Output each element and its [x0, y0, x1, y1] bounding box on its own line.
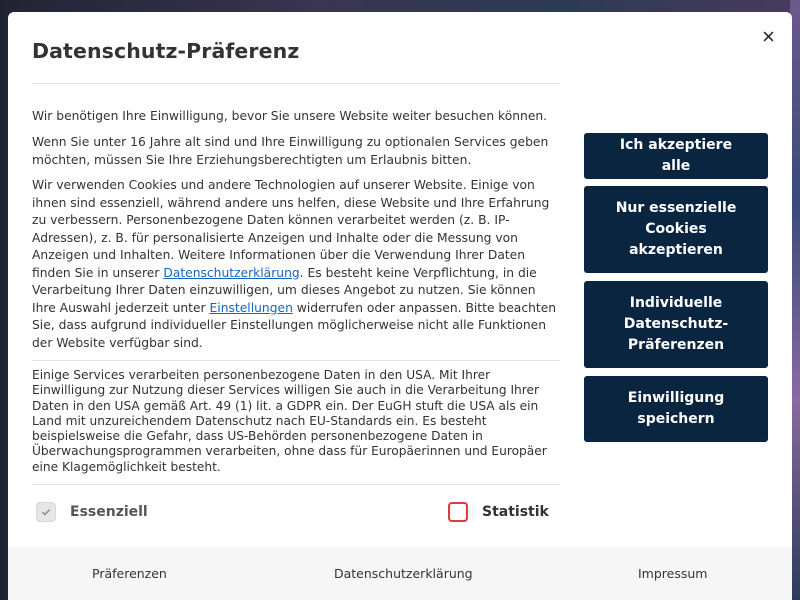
cookies-text — [32, 177, 562, 352]
statistics-checkbox-label: Statistik — [482, 504, 549, 520]
divider — [32, 484, 560, 485]
dialog-footer — [8, 547, 792, 600]
cookies-text-part3: widerrufen oder anpassen. Bitte beachten Sie, dass aufgrund individueller Einstellungen möglicherweise nicht alle Funktionen der Website verfügbar sind. — [32, 300, 557, 350]
footer-link-imprint[interactable]: Impressum — [638, 566, 708, 581]
privacy-dialog — [8, 12, 792, 600]
dialog-title: Datenschutz-Präferenz — [32, 39, 300, 63]
individual-preferences-button[interactable]: Individuelle Datenschutz-Präferenzen — [584, 281, 768, 368]
essential-checkbox-box[interactable] — [36, 502, 56, 522]
cookies-text-part2: . Es besteht keine Verpflichtung, in die Verarbeitung Ihrer Daten einzuwilligen, um dieses Angebot zu nutzen. Sie können Ihre Auswahl jederzeit unter — [32, 265, 537, 315]
divider — [32, 83, 560, 84]
close-button[interactable] — [757, 25, 779, 47]
accept-all-button[interactable]: Ich akzeptiere alle — [584, 133, 768, 179]
essential-checkbox[interactable] — [36, 502, 148, 522]
usa-notice-text: Einige Services verarbeiten personenbezogene Daten in den USA. Mit Ihrer Einwilligung zur Nutzung dieser Services willigen Sie auch in die Verarbeitung Ihrer Daten in den USA gemäß Art. 49 (1) lit. a GDPR ein. Der EuGH stuft die USA als ein Land mit unzureichendem Datenschutz nach EU-Standards ein. Es besteht beispielsweise die Gefahr, dass US-Behörden personenbezogene Daten in Überwachungsprogrammen verarbeiten, ohne dass für Europäerinnen und Europäer eine Klagemöglichkeit besteht. — [32, 368, 547, 474]
footer-link-preferences[interactable]: Präferenzen — [92, 566, 167, 581]
cookies-text-part1: Wir verwenden Cookies und andere Technologien auf unserer Website. Einige von ihnen sind essenziell, während andere uns helfen, diese Website und Ihre Erfahrung zu verbessern. Personenbezogene Daten können verarbeitet werden (z. B. IP-Adressen), z. B. für personalisierte Anzeigen und Inhalte oder die Messung von Anzeigen und Inhalten. Weitere Informationen über die Verwendung Ihrer Daten finden Sie in unserer — [32, 178, 550, 280]
minors-text: Wenn Sie unter 16 Jahre alt sind und Ihre Einwilligung zu optionalen Services geben möchten, müssen Sie Ihre Erziehungsberechtigten um Erlaubnis bitten. — [32, 135, 549, 167]
close-icon — [763, 31, 774, 42]
essential-checkbox-label: Essenziell — [70, 504, 148, 520]
settings-link[interactable]: Einstellungen — [209, 300, 293, 315]
statistics-checkbox-box[interactable] — [448, 502, 468, 522]
divider — [32, 360, 560, 361]
statistics-checkbox[interactable] — [448, 502, 549, 522]
accept-essential-button[interactable]: Nur essenzielle Cookies akzeptieren — [584, 186, 768, 273]
privacy-policy-link[interactable]: Datenschutzerklärung — [163, 265, 300, 280]
intro-text: Wir benötigen Ihre Einwilligung, bevor Sie unsere Website weiter besuchen können. — [32, 109, 548, 123]
footer-link-privacy[interactable]: Datenschutzerklärung — [334, 566, 473, 581]
save-consent-button[interactable]: Einwilligung speichern — [584, 376, 768, 442]
check-icon — [41, 507, 51, 517]
